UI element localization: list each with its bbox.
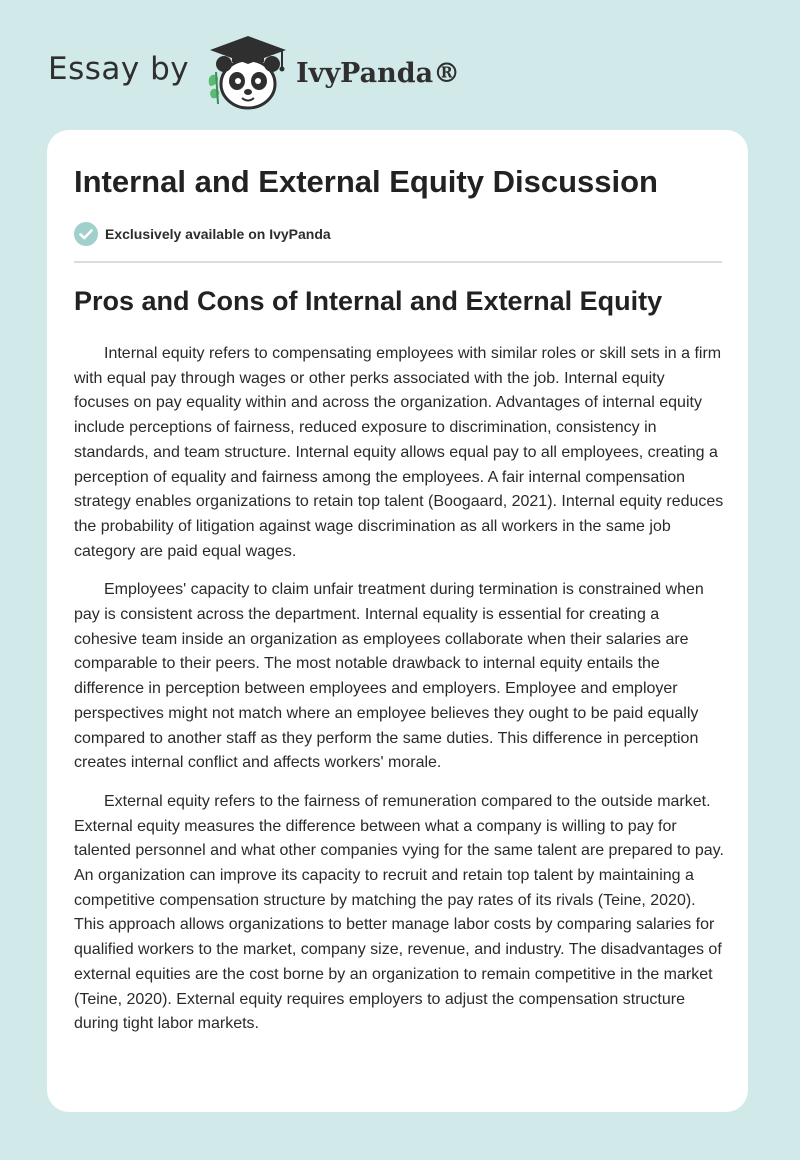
divider xyxy=(74,261,722,263)
panda-graduate-icon xyxy=(202,34,294,110)
page-title: Internal and External Equity Discussion xyxy=(74,164,658,199)
site-header xyxy=(48,34,748,110)
paragraph: Employees' capacity to claim unfair treatment during termination is constrained when pay is consistent across the department. Internal equality is essential for creating a cohesive team inside an organization as employees collaborate when their salaries are comparable to their peers. The most notable drawback to internal equity entails the difference in perception between employees and employers. Employee and employer perspectives might not match where an employee believes they ought to be paid equally compared to another staff as they perform the same duties. This difference in perception creates internal conflict and affects workers' morale. xyxy=(74,581,704,772)
essay-by-label: Essay by xyxy=(48,51,190,87)
essay-body xyxy=(74,342,724,1051)
check-circle-icon xyxy=(74,222,98,246)
paragraph: Internal equity refers to compensating employees with similar roles or skill sets in a firm with equal pay through wages or other perks associated with the job. Internal equity focuses on pay equality within and across the organization. Advantages of internal equity include perceptions of fairness, reduced exposure to discrimination, consistency in standards, and team structure. Internal equity allows equal pay to all employees, creating a perception of equality and fairness among the employees. A fair internal compensation strategy enables organizations to retain top talent (Boogaard, 2021). Internal equity reduces the probability of litigation against wage discrimination as all workers in the same job category are paid equal wages. xyxy=(74,345,724,560)
exclusive-badge-text: Exclusively available on IvyPanda xyxy=(105,226,331,242)
paragraph: External equity refers to the fairness of remuneration compared to the outside market. External equity measures the difference between what a company is willing to pay for talented personnel and what other companies vying for the same talent are prepared to pay. An organization can improve its capacity to recruit and retain top talent by maintaining a competitive compensation structure by matching the pay rates of its rivals (Teine, 2020). This approach allows organizations to better manage labor costs by comparing salaries for qualified workers to the market, company size, revenue, and industry. The disadvantages of external equities are the cost borne by an organization to remain competitive in the market (Teine, 2020). External equity requires employers to adjust the compensation structure during tight labor markets. xyxy=(74,792,724,1033)
section-heading: Pros and Cons of Internal and External Equity xyxy=(74,286,663,316)
essay-card xyxy=(47,130,748,1112)
brand-name[interactable]: IvyPanda® xyxy=(296,58,461,89)
